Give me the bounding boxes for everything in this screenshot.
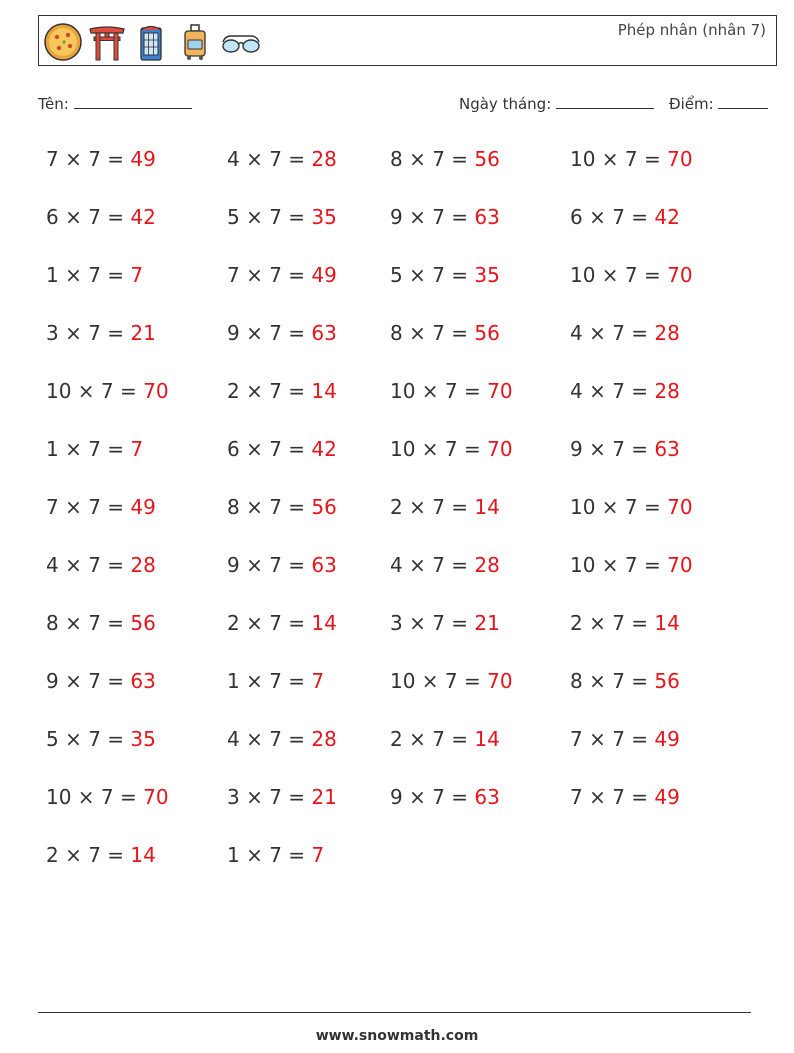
problem-item: [227, 495, 337, 519]
problem-question: 2 × 7 =: [227, 379, 312, 403]
problem-answer: 14: [474, 727, 500, 751]
problem-answer: 63: [311, 553, 337, 577]
sunglasses-icon: [219, 22, 263, 62]
problem-answer: 56: [474, 321, 500, 345]
problem-question: 10 × 7 =: [570, 263, 668, 287]
problem-answer: 70: [667, 553, 693, 577]
problem-question: 4 × 7 =: [227, 727, 312, 751]
problem-question: 8 × 7 =: [570, 669, 655, 693]
problem-question: 6 × 7 =: [570, 205, 655, 229]
problem-answer: 35: [474, 263, 500, 287]
problem-answer: 28: [654, 321, 680, 345]
problem-item: [46, 205, 156, 229]
problem-answer: 70: [487, 437, 513, 461]
problem-item: [570, 669, 680, 693]
problem-item: [390, 437, 513, 461]
problem-answer: 28: [311, 147, 337, 171]
problem-question: 8 × 7 =: [390, 147, 475, 171]
problem-question: 9 × 7 =: [390, 785, 475, 809]
problem-question: 10 × 7 =: [570, 553, 668, 577]
problem-answer: 14: [311, 379, 337, 403]
problem-answer: 35: [130, 727, 156, 751]
problem-question: 5 × 7 =: [46, 727, 131, 751]
problem-item: [227, 437, 337, 461]
problem-answer: 63: [474, 785, 500, 809]
problem-question: 3 × 7 =: [46, 321, 131, 345]
problem-item: [46, 147, 156, 171]
problem-item: [390, 669, 513, 693]
problem-item: [390, 321, 500, 345]
problem-item: [46, 553, 156, 577]
problem-item: [46, 727, 156, 751]
problem-answer: 70: [667, 263, 693, 287]
problem-answer: 63: [474, 205, 500, 229]
problem-question: 9 × 7 =: [227, 321, 312, 345]
problem-item: [46, 495, 156, 519]
problem-item: [570, 147, 693, 171]
problem-question: 9 × 7 =: [570, 437, 655, 461]
problem-question: 8 × 7 =: [227, 495, 312, 519]
problem-item: [46, 669, 156, 693]
problem-answer: 63: [311, 321, 337, 345]
problem-question: 2 × 7 =: [46, 843, 131, 867]
problem-answer: 42: [311, 437, 337, 461]
name-field[interactable]: [38, 94, 192, 113]
header-box: [38, 15, 777, 66]
date-field[interactable]: [459, 94, 654, 113]
problem-answer: 14: [474, 495, 500, 519]
problem-item: [570, 553, 693, 577]
problem-item: [570, 437, 680, 461]
problem-item: [390, 205, 500, 229]
problem-item: [390, 147, 500, 171]
problem-answer: 14: [654, 611, 680, 635]
icon-strip: [43, 22, 263, 62]
problem-question: 10 × 7 =: [570, 147, 668, 171]
pizza-icon: [43, 22, 83, 62]
problem-question: 6 × 7 =: [227, 437, 312, 461]
suitcase-icon: [175, 22, 215, 62]
problem-question: 2 × 7 =: [227, 611, 312, 635]
problem-answer: 70: [487, 669, 513, 693]
problem-answer: 7: [130, 437, 144, 461]
problem-answer: 21: [474, 611, 500, 635]
problem-answer: 49: [654, 785, 680, 809]
problem-answer: 35: [311, 205, 337, 229]
problem-item: [390, 785, 500, 809]
problem-answer: 28: [130, 553, 156, 577]
problem-question: 8 × 7 =: [390, 321, 475, 345]
worksheet-title: Phép nhân (nhân 7): [617, 21, 766, 39]
problem-item: [570, 611, 680, 635]
problem-item: [46, 321, 156, 345]
problem-item: [227, 147, 337, 171]
problem-item: [390, 727, 500, 751]
name-blank[interactable]: [74, 94, 192, 109]
problem-question: 4 × 7 =: [46, 553, 131, 577]
problem-item: [570, 379, 680, 403]
footer-url: www.snowmath.com: [315, 1028, 479, 1044]
problem-answer: 49: [130, 495, 156, 519]
problem-answer: 21: [130, 321, 156, 345]
problem-answer: 70: [667, 495, 693, 519]
problem-question: 4 × 7 =: [227, 147, 312, 171]
problem-answer: 70: [667, 147, 693, 171]
problem-answer: 49: [311, 263, 337, 287]
torii-gate-icon: [87, 22, 127, 62]
problem-item: [570, 727, 680, 751]
problem-answer: 28: [654, 379, 680, 403]
problem-question: 10 × 7 =: [570, 495, 668, 519]
problem-item: [46, 843, 156, 867]
problem-question: 1 × 7 =: [46, 263, 131, 287]
problem-item: [46, 785, 169, 809]
date-blank[interactable]: [556, 94, 654, 109]
problem-question: 9 × 7 =: [390, 205, 475, 229]
score-field[interactable]: [669, 94, 768, 113]
problem-item: [227, 727, 337, 751]
problem-question: 7 × 7 =: [227, 263, 312, 287]
problem-question: 4 × 7 =: [570, 379, 655, 403]
problem-question: 1 × 7 =: [227, 669, 312, 693]
problem-question: 7 × 7 =: [570, 727, 655, 751]
problem-question: 10 × 7 =: [390, 437, 488, 461]
problem-answer: 42: [130, 205, 156, 229]
problem-item: [227, 669, 324, 693]
problem-answer: 21: [311, 785, 337, 809]
problem-item: [390, 495, 500, 519]
problem-answer: 70: [143, 785, 169, 809]
problem-item: [570, 263, 693, 287]
problem-item: [46, 263, 143, 287]
problem-item: [227, 611, 337, 635]
problem-item: [227, 843, 324, 867]
problem-question: 9 × 7 =: [46, 669, 131, 693]
problem-question: 10 × 7 =: [46, 785, 144, 809]
problem-item: [570, 495, 693, 519]
score-label: Điểm:: [669, 95, 714, 113]
problem-item: [227, 785, 337, 809]
problem-question: 3 × 7 =: [390, 611, 475, 635]
problem-item: [390, 611, 500, 635]
problem-item: [390, 263, 500, 287]
problem-question: 6 × 7 =: [46, 205, 131, 229]
problem-question: 7 × 7 =: [46, 495, 131, 519]
problem-item: [227, 263, 337, 287]
problem-answer: 28: [474, 553, 500, 577]
problem-answer: 56: [130, 611, 156, 635]
problem-answer: 7: [311, 843, 325, 867]
phone-booth-icon: [131, 22, 171, 62]
problem-answer: 49: [130, 147, 156, 171]
problem-item: [390, 553, 500, 577]
footer-divider: [38, 1012, 751, 1013]
problem-question: 1 × 7 =: [227, 843, 312, 867]
date-label: Ngày tháng:: [459, 95, 552, 113]
problem-item: [46, 611, 156, 635]
problem-item: [227, 205, 337, 229]
problem-item: [390, 379, 513, 403]
problem-question: 5 × 7 =: [227, 205, 312, 229]
problem-answer: 14: [130, 843, 156, 867]
problem-question: 7 × 7 =: [570, 785, 655, 809]
problem-answer: 63: [130, 669, 156, 693]
problem-question: 10 × 7 =: [390, 379, 488, 403]
problem-answer: 70: [143, 379, 169, 403]
problem-answer: 42: [654, 205, 680, 229]
problem-answer: 70: [487, 379, 513, 403]
problem-answer: 56: [654, 669, 680, 693]
problem-question: 2 × 7 =: [390, 495, 475, 519]
problem-question: 10 × 7 =: [390, 669, 488, 693]
problem-item: [570, 785, 680, 809]
problem-answer: 7: [130, 263, 144, 287]
problem-question: 1 × 7 =: [46, 437, 131, 461]
problem-answer: 7: [311, 669, 325, 693]
problem-question: 8 × 7 =: [46, 611, 131, 635]
problem-question: 4 × 7 =: [570, 321, 655, 345]
problem-question: 7 × 7 =: [46, 147, 131, 171]
problem-question: 10 × 7 =: [46, 379, 144, 403]
problem-item: [227, 553, 337, 577]
problem-question: 5 × 7 =: [390, 263, 475, 287]
problem-question: 3 × 7 =: [227, 785, 312, 809]
problem-item: [570, 321, 680, 345]
problem-answer: 49: [654, 727, 680, 751]
problem-question: 2 × 7 =: [390, 727, 475, 751]
problem-answer: 56: [311, 495, 337, 519]
problem-answer: 56: [474, 147, 500, 171]
problem-item: [227, 321, 337, 345]
name-label: Tên:: [38, 95, 69, 113]
score-blank[interactable]: [718, 94, 768, 109]
problem-answer: 63: [654, 437, 680, 461]
problem-question: 2 × 7 =: [570, 611, 655, 635]
problem-question: 4 × 7 =: [390, 553, 475, 577]
problem-item: [570, 205, 680, 229]
problem-item: [46, 437, 143, 461]
problem-answer: 14: [311, 611, 337, 635]
problem-item: [46, 379, 169, 403]
problem-item: [227, 379, 337, 403]
problem-answer: 28: [311, 727, 337, 751]
problem-question: 9 × 7 =: [227, 553, 312, 577]
